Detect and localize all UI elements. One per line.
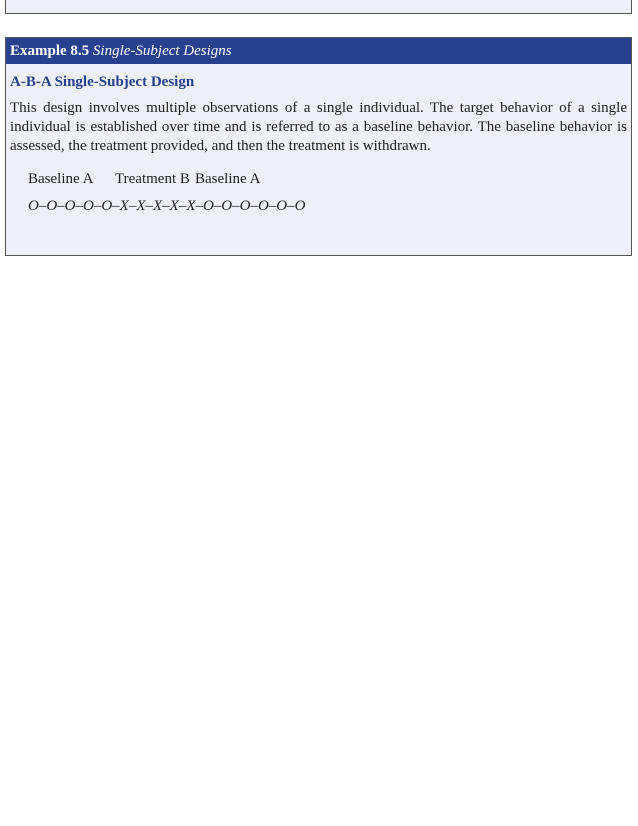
phase-label-baseline-a-2: Baseline A: [195, 171, 261, 187]
observation-sequence: O–O–O–O–O–X–X–X–X–X–O–O–O–O–O–O: [28, 198, 306, 214]
example-header: [6, 38, 631, 64]
design-diagram: [28, 170, 631, 216]
previous-box-fragment: [5, 0, 632, 14]
example-box: [5, 37, 632, 256]
phase-label-treatment-b: Treatment B: [115, 171, 190, 187]
section-body-text: This design involves multiple observations of a single individual. The target behavior of a single individual is established over time and is referred to as a baseline behavior. The baseline behavior is assessed, the treatment provided, and then the treatment is withdrawn.: [10, 100, 627, 154]
section-heading: A-B-A Single-Subject Design: [10, 74, 195, 90]
example-label: Example 8.5: [10, 43, 90, 59]
phase-labels-row: [28, 170, 631, 189]
phase-label-baseline-a-1: Baseline A: [28, 171, 94, 187]
example-title: Single-Subject Designs: [92, 43, 232, 59]
